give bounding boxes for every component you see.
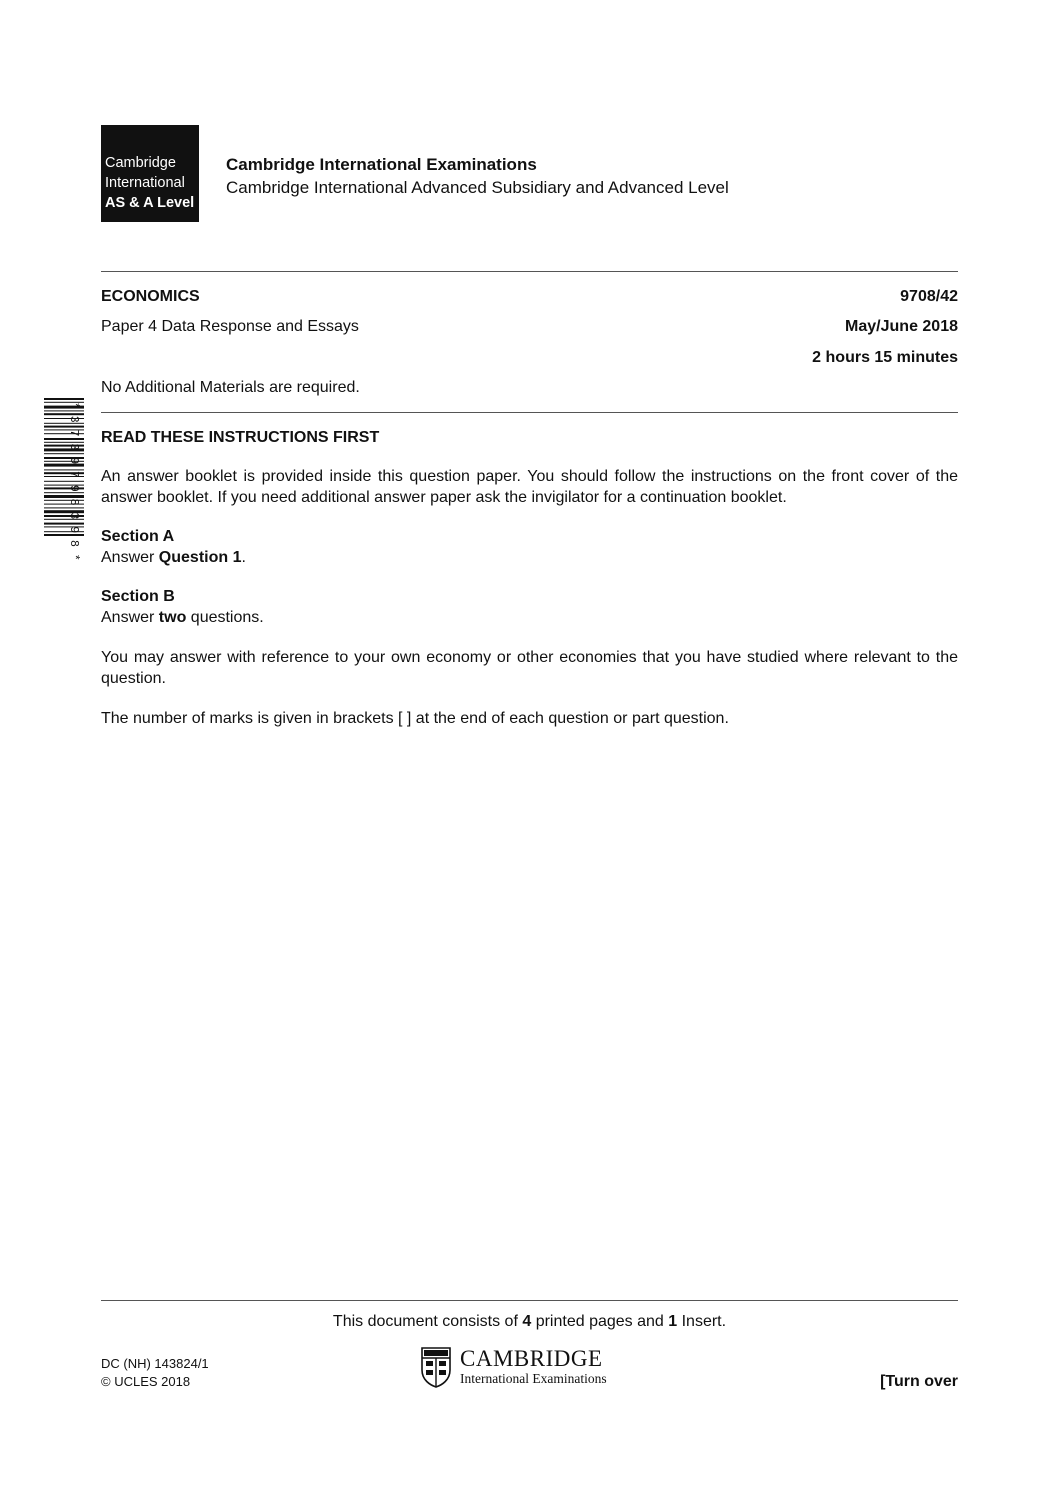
cambridge-crest-icon <box>420 1346 452 1388</box>
cambridge-wordmark-subtitle: International Examinations <box>460 1371 607 1386</box>
materials-note: No Additional Materials are required. <box>101 379 360 396</box>
document-ref: DC (NH) 143824/1 <box>101 1356 209 1371</box>
logo-line-1: Cambridge <box>105 155 176 171</box>
pages-middle: printed pages and <box>531 1313 669 1330</box>
exam-board-title: Cambridge International Examinations <box>226 155 537 174</box>
paper-title: Paper 4 Data Response and Essays <box>101 318 359 335</box>
top-divider <box>101 271 958 272</box>
insert-count: 1 <box>668 1313 678 1330</box>
paper-code: 9708/42 <box>900 288 958 305</box>
section-b-suffix: questions. <box>186 609 264 626</box>
footer-divider <box>101 1300 958 1301</box>
section-a-heading: Section A <box>101 528 175 545</box>
section-a-instruction <box>101 547 246 568</box>
logo-line-2: International <box>105 175 185 191</box>
turn-over-note: [Turn over <box>880 1373 958 1390</box>
marks-note: The number of marks is given in brackets [ ] at the end of each question or part question. <box>101 710 729 727</box>
section-a-prefix: Answer <box>101 549 159 566</box>
section-a-question: Question 1 <box>158 549 242 566</box>
cambridge-wordmark: CAMBRIDGE <box>460 1346 603 1371</box>
barcode <box>38 398 88 604</box>
section-b-heading: Section B <box>101 588 175 605</box>
middle-divider <box>101 412 958 413</box>
logo-line-3: AS & A Level <box>105 195 195 211</box>
exam-session: May/June 2018 <box>845 318 958 335</box>
pages-count: 4 <box>522 1313 532 1330</box>
subject-name: ECONOMICS <box>101 288 200 305</box>
cambridge-as-a-level-logo <box>101 125 199 222</box>
section-b-prefix: Answer <box>101 609 159 626</box>
barcode-digits: * 3 7 3 9 7 9 8 3 9 8 * <box>67 402 80 561</box>
qualification-title: Cambridge International Advanced Subsidiary and Advanced Level <box>226 178 729 197</box>
instructions-heading: READ THESE INSTRUCTIONS FIRST <box>101 429 380 446</box>
section-b-instruction <box>101 607 264 628</box>
barcode-bar <box>44 398 84 400</box>
pages-suffix: Insert. <box>677 1313 727 1330</box>
instructions-intro: An answer booklet is provided inside this question paper. You should follow the instructions on the front cover of the answer booklet. If you need additional answer paper ask the invigilator for a continuation booklet. <box>101 468 958 506</box>
reference-note: You may answer with reference to your own economy or other economies that you have studied where relevant to the question. <box>101 649 958 687</box>
exam-duration: 2 hours 15 minutes <box>812 349 958 366</box>
section-a-suffix: . <box>241 549 246 566</box>
page-count-note <box>101 1313 958 1331</box>
copyright: © UCLES 2018 <box>101 1374 191 1389</box>
pages-prefix: This document consists of <box>332 1313 523 1330</box>
section-b-count: two <box>158 609 187 626</box>
